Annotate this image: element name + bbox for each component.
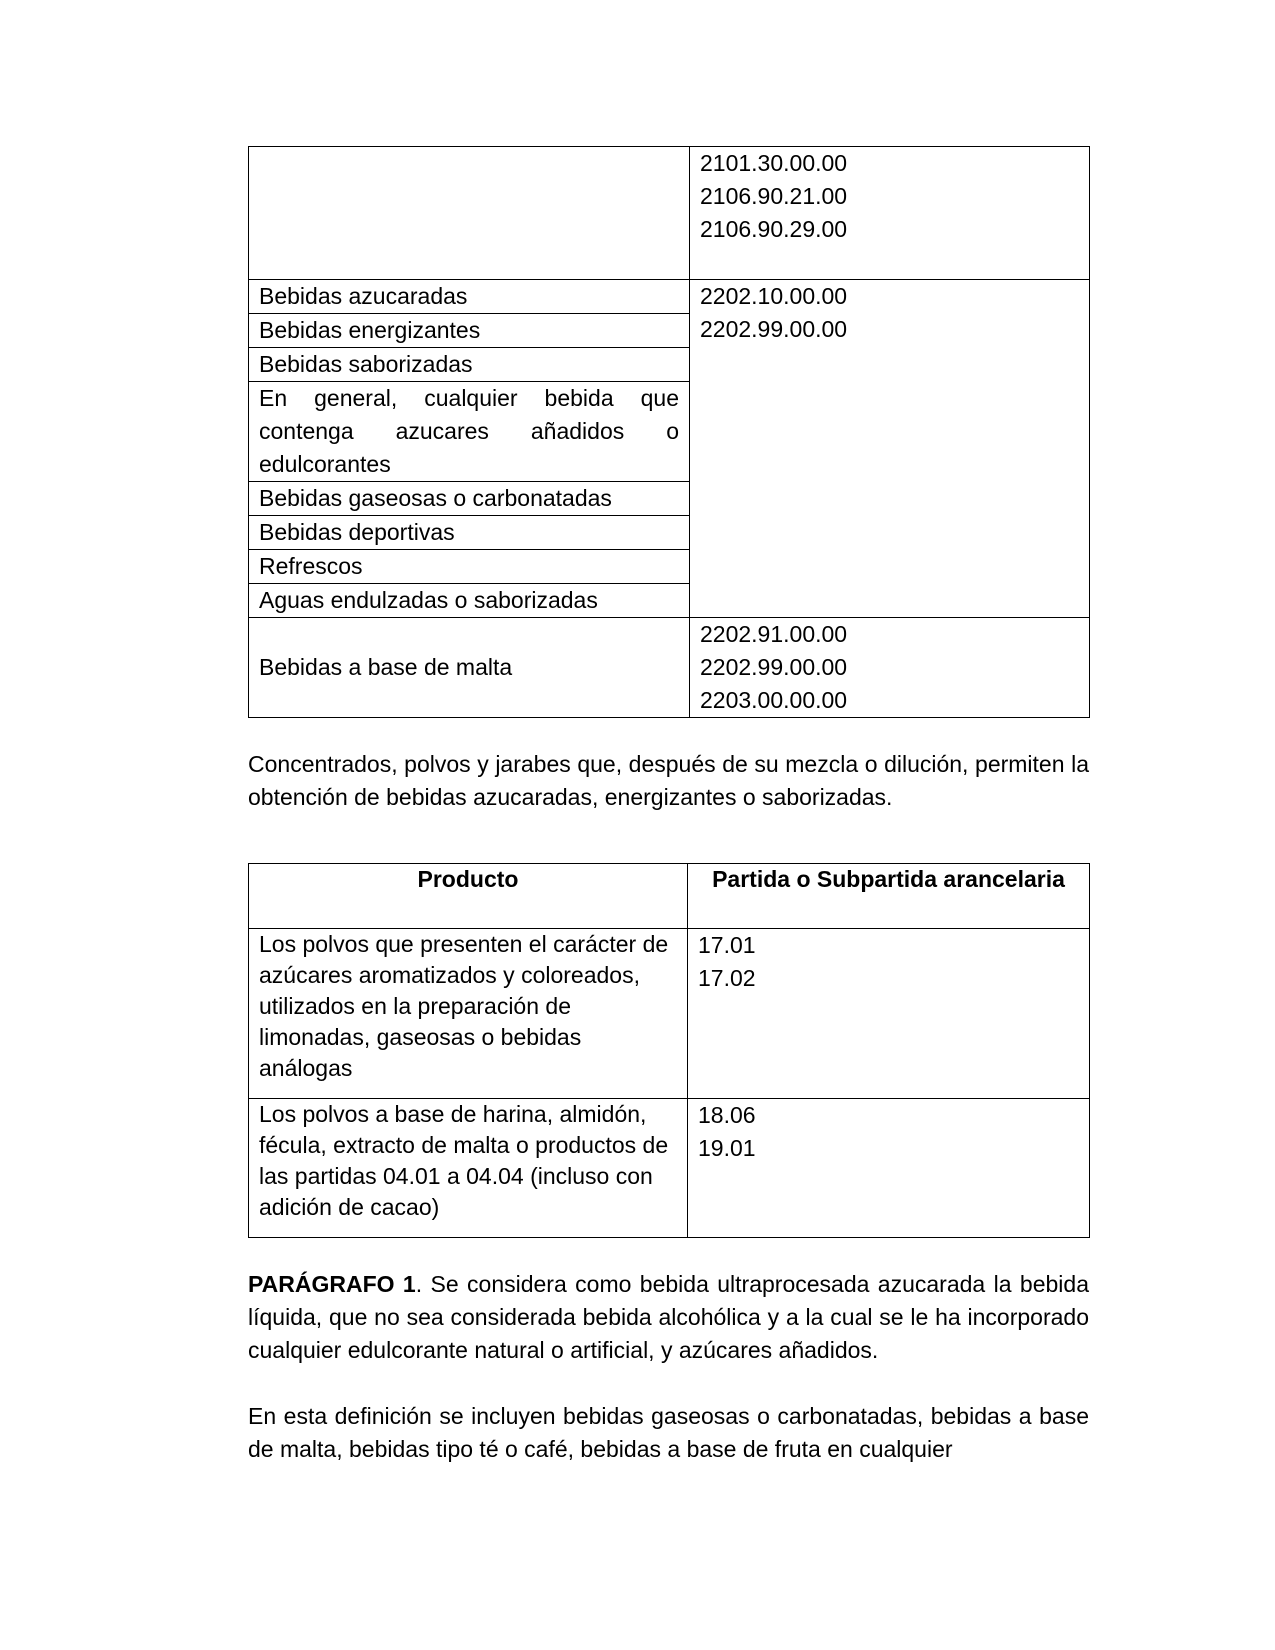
tariff-table-powders	[248, 863, 1090, 1238]
product-cell: Aguas endulzadas o saborizadas	[249, 584, 690, 618]
product-cell: En general, cualquier bebida que contenga azucares añadidos o edulcorantes	[249, 382, 690, 482]
tariff-code: 2106.90.21.00	[700, 183, 848, 209]
tariff-code: 2202.99.00.00	[700, 654, 848, 680]
product-cell: Bebidas saborizadas	[249, 348, 690, 382]
header-partida: Partida o Subpartida arancelaria	[688, 864, 1090, 929]
definition-paragraph: En esta definición se incluyen bebidas gaseosas o carbonatadas, bebidas a base de malta, bebidas tipo té o café, bebidas a base de fruta en cualquier	[248, 1403, 1089, 1462]
header-producto: Producto	[249, 864, 688, 929]
intro-paragraph: Concentrados, polvos y jarabes que, después de su mezcla o dilución, permiten la obtención de bebidas azucaradas, energizantes o saborizadas.	[248, 751, 1089, 810]
table-row	[249, 280, 1090, 314]
tariff-code: 17.01	[698, 932, 756, 958]
product-cell	[249, 147, 690, 280]
table-row	[249, 1099, 1090, 1238]
table-row	[249, 147, 1090, 280]
product-cell: Bebidas deportivas	[249, 516, 690, 550]
tariff-code: 2202.91.00.00	[700, 621, 848, 647]
product-cell: Bebidas a base de malta	[249, 618, 690, 718]
product-cell: Los polvos a base de harina, almidón, fécula, extracto de malta o productos de las partidas 04.01 a 04.04 (incluso con adición de cacao)	[249, 1099, 688, 1238]
tariff-code: 2202.99.00.00	[700, 316, 848, 342]
tariff-code: 2106.90.29.00	[700, 216, 848, 242]
product-cell: Bebidas gaseosas o carbonatadas	[249, 482, 690, 516]
product-cell: Bebidas azucaradas	[249, 280, 690, 314]
codes-cell	[688, 1099, 1090, 1238]
table-row	[249, 929, 1090, 1099]
paragrafo-text: . Se considera como bebida ultraprocesada azucarada la bebida líquida, que no sea considerada bebida alcohólica y a la cual se le ha incorporado cualquier edulcorante natural o artificial, y azúcares añadidos.	[248, 1271, 1089, 1363]
tariff-code: 2202.10.00.00	[700, 283, 848, 309]
codes-cell	[688, 929, 1090, 1099]
codes-cell	[690, 618, 1090, 718]
table-header-row	[249, 864, 1090, 929]
paragrafo-label: PARÁGRAFO 1	[248, 1271, 416, 1297]
codes-cell	[690, 147, 1090, 280]
paragrafo-1	[248, 1268, 1089, 1367]
codes-cell	[690, 280, 1090, 618]
tariff-code: 2101.30.00.00	[700, 150, 848, 176]
tariff-table-beverages	[248, 146, 1090, 718]
document-page	[248, 146, 1089, 1466]
tariff-code: 19.01	[698, 1135, 756, 1161]
table-row	[249, 618, 1090, 718]
product-cell: Bebidas energizantes	[249, 314, 690, 348]
tariff-code: 17.02	[698, 965, 756, 991]
tariff-code: 2203.00.00.00	[700, 687, 848, 713]
product-cell: Refrescos	[249, 550, 690, 584]
tariff-code: 18.06	[698, 1102, 756, 1128]
product-cell: Los polvos que presenten el carácter de azúcares aromatizados y coloreados, utilizados en la preparación de limonadas, gaseosas o bebidas análogas	[249, 929, 688, 1099]
